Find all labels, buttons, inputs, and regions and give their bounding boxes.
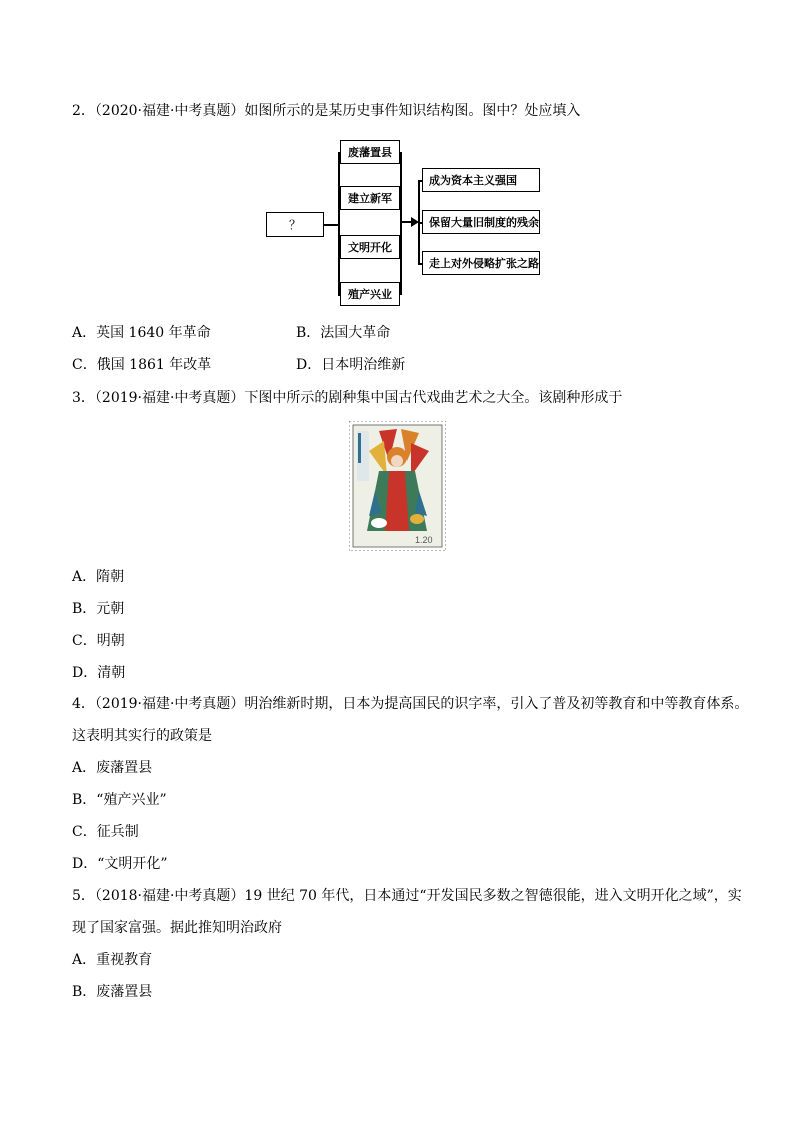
- diagram-cause-box: 废藩置县: [340, 140, 400, 164]
- diagram-cause-box: 殖产兴业: [340, 282, 400, 306]
- diagram-result-box: 走上对外侵略扩张之路: [422, 251, 540, 275]
- bracket-line: [400, 152, 402, 295]
- q4-option-c: C．征兵制: [72, 824, 139, 840]
- q4-stem-line1: 4．（2019·福建·中考真题）明治维新时期，日本为提高国民的识字率，引入了普及初等教育和中等教育体系。: [72, 696, 749, 712]
- diagram-result-box: 成为资本主义强国: [422, 168, 540, 192]
- q2-option-b: B．法国大革命: [296, 325, 391, 341]
- stamp-value: 1.20: [415, 535, 433, 545]
- q5-option-a: A．重视教育: [72, 952, 153, 968]
- q3-stem: 3．（2019·福建·中考真题）下图中所示的剧种集中国古代戏曲艺术之大全。该剧种形成于: [72, 390, 623, 406]
- q5-option-b: B．废藩置县: [72, 984, 153, 1000]
- q2-option-c: C．俄国 1861 年改革: [72, 357, 212, 373]
- diagram-cause-box: 文明开化: [340, 235, 400, 259]
- bracket-line: [338, 152, 340, 295]
- diagram-unknown-box: ？: [266, 212, 324, 237]
- q3-option-b: B．元朝: [72, 601, 125, 617]
- q4-option-b: B．“殖产兴业”: [72, 792, 167, 808]
- q5-stem-line1: 5．（2018·福建·中考真题）19 世纪 70 年代，日本通过“开发国民多数之智德很能，进入文明开化之域”，实: [72, 888, 742, 904]
- q3-option-a: A．隋朝: [72, 569, 125, 585]
- q4-stem-line2: 这表明其实行的政策是: [72, 728, 212, 744]
- q3-option-d: D．清朝: [72, 665, 126, 681]
- knowledge-structure-diagram: [264, 140, 544, 305]
- connector-line: [324, 224, 338, 226]
- q5-stem-line2: 现了国家富强。据此推知明治政府: [72, 920, 282, 936]
- q2-option-a: A．英国 1640 年革命: [72, 325, 211, 341]
- diagram-result-box: 保留大量旧制度的残余: [422, 210, 540, 234]
- diagram-cause-box: 建立新军: [340, 186, 400, 210]
- q2-stem: 2．（2020·福建·中考真题）如图所示的是某历史事件知识结构图。图中？处应填入: [72, 103, 581, 119]
- q4-option-a: A．废藩置县: [72, 760, 153, 776]
- q4-option-d: D．“文明开化”: [72, 856, 168, 872]
- q3-option-c: C．明朝: [72, 633, 125, 649]
- q2-option-d: D．日本明治维新: [296, 357, 406, 373]
- opera-stamp-image: [349, 421, 446, 551]
